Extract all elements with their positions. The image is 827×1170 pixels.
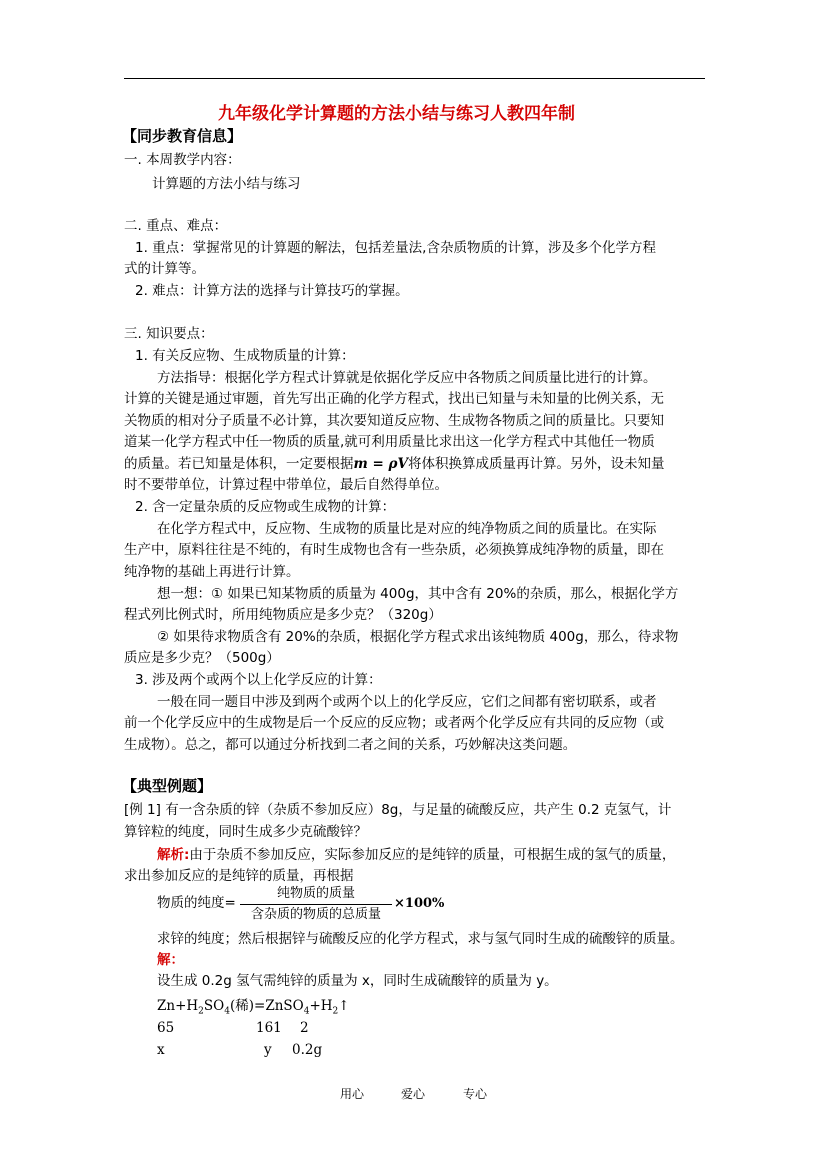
text-line: 1. 有关反应物、生成物质量的计算： (135, 348, 355, 364)
ratio-value: 65 (157, 1020, 175, 1036)
text-line: 前一个化学反应中的生成物是后一个反应的反应物；或者两个化学反应有共同的反应物（或 (124, 715, 664, 731)
text-line: 求锌的纯度；然后根据锌与硫酸反应的化学方程式，求与氢气同时生成的硫酸锌的质量。 (157, 931, 684, 947)
fraction-denominator: 含杂质的物质的总质量 (250, 907, 381, 922)
text-line: 纯净物的基础上再进行计算。 (124, 564, 300, 580)
text-line: 1. 重点：掌握常见的计算题的解法，包括差量法,含杂质物质的计算，涉及多个化学方程 (135, 240, 656, 256)
text-line: 式的计算等。 (124, 261, 205, 277)
text-line: 质应是多少克？（500g） (124, 650, 280, 666)
purity-fraction (240, 885, 392, 924)
text-line: 方法指导：根据化学方程式计算就是依据化学反应中各物质之间质量比进行的计算。 (157, 370, 657, 386)
text-line: 程式列比例式时，所用纯物质应是多少克？（320g） (124, 607, 442, 623)
text-line: 道某一化学方程式中任一物质的质量,就可利用质量比求出这一化学方程式中其他任一物质 (124, 434, 655, 450)
text-line: 一般在同一题目中涉及到两个或两个以上的化学反应，它们之间都有密切联系，或者 (157, 694, 657, 710)
text-line: 二. 重点、难点： (124, 218, 228, 234)
text-line: 2. 难点：计算方法的选择与计算技巧的掌握。 (135, 283, 409, 299)
section-heading-sync-info: 【同步教育信息】 (122, 127, 243, 145)
text-line: 3. 涉及两个或两个以上化学反应的计算： (135, 672, 382, 688)
footer-text: 专心 (463, 1087, 488, 1101)
text-line: 2. 含一定量杂质的反应物或生成物的计算： (135, 499, 396, 515)
ratio-value: 161 (256, 1020, 282, 1036)
text-line: 三. 知识要点： (124, 326, 214, 342)
chemical-equation: $Zn+H_2SO_4$(稀)$=ZnSO_4+H_2↑$ (157, 998, 350, 1017)
text-line: 关物质的相对分子质量不必计算，其次要知道反应物、生成物各物质之间的质量比。只要知 (124, 413, 664, 429)
ratio-value: 0.2g (292, 1042, 323, 1058)
percent-multiplier: ×100% (394, 896, 445, 911)
text-line: 想一想：① 如果已知某物质的质量为 400g，其中含有 20%的杂质，那么，根据化学方 (157, 586, 679, 602)
text-line: 设生成 0.2g 氢气需纯锌的质量为 x，同时生成硫酸锌的质量为 y。 (157, 973, 558, 989)
text-line: 计算的关键是通过审题，首先写出正确的化学方程式，找出已知量与未知量的比例关系，无 (124, 391, 664, 407)
header-rule (124, 78, 705, 79)
solution-label: 解： (157, 952, 184, 968)
text-line: 一. 本周教学内容： (124, 152, 241, 168)
text-line: 生成物）。总之，都可以通过分析找到二者之间的关系，巧妙解决这类问题。 (124, 737, 577, 753)
text-line (157, 950, 184, 970)
footer-text: 爱心 (401, 1087, 426, 1101)
text-line: 求出参加反应的是纯锌的质量，再根据 (124, 868, 354, 884)
section-heading-typical-examples: 【典型例题】 (122, 777, 213, 795)
purity-label: 物质的纯度= (157, 895, 236, 911)
text-line: 计算题的方法小结与练习 (152, 176, 301, 192)
text-line: [例 1] 有一含杂质的锌（杂质不参加反应）8g，与足量的硫酸反应，共产生 0.2 克氢气，计 (124, 802, 672, 818)
text-line: 解析:由于杂质不参加反应，实际参加反应的是纯锌的质量，可根据生成的氢气的质量， (157, 847, 676, 863)
text-line: 生产中，原料往往是不纯的，有时生成物也含有一些杂质，必须换算成纯净物的质量，即在 (124, 542, 664, 558)
page-title: 九年级化学计算题的方法小结与练习人教四年制 (218, 104, 575, 124)
fraction-bar (240, 904, 392, 905)
text-line: 在化学方程式中，反应物、生成物的质量比是对应的纯净物质之间的质量比。在实际 (157, 521, 657, 537)
text-line: 算锌粒的纯度，同时生成多少克硫酸锌？ (124, 824, 367, 840)
up-arrow-icon: ↑ (338, 998, 350, 1014)
text-line: 时不要带单位，计算过程中带单位，最后自然得单位。 (124, 477, 448, 493)
ratio-value: 2 (300, 1020, 309, 1036)
text-line: ② 如果待求物质含有 20%的杂质，根据化学方程式求出该纯物质 400g，那么，待求物 (157, 629, 679, 645)
text-line: 的质量。若已知量是体积，一定要根据m = ρV将体积换算成质量再计算。另外，设未知量 (124, 456, 665, 472)
analysis-label: 解析: (157, 847, 190, 863)
footer-text: 用心 (340, 1087, 365, 1101)
ratio-value: y (264, 1042, 272, 1058)
density-formula: m = ρV (353, 456, 408, 472)
fraction-numerator: 纯物质的质量 (276, 886, 355, 901)
ratio-value: x (157, 1042, 165, 1058)
